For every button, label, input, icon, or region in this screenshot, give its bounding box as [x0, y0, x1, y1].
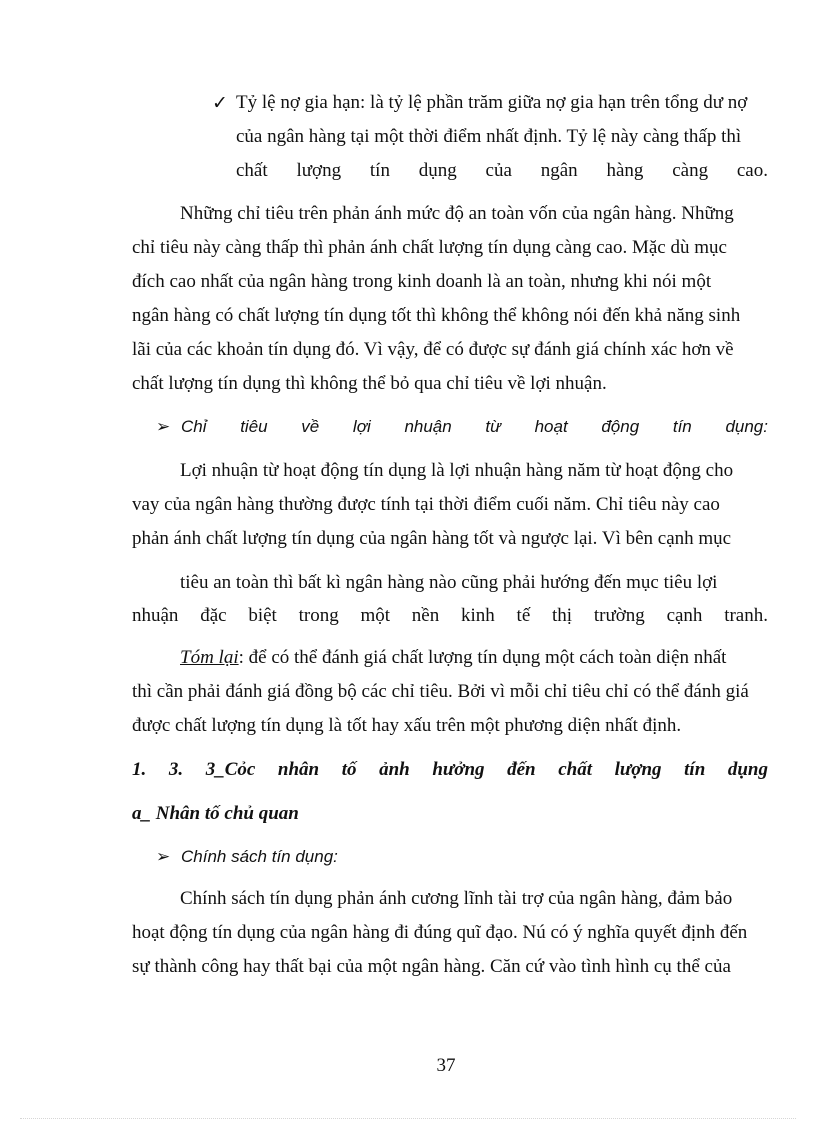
section-heading: 1. 3. 3_Cỏc nhân tố ảnh hưởng đến chất lượng tín dụng	[132, 759, 768, 780]
subsection-heading: a_ Nhân tố chủ quan	[132, 803, 299, 824]
para1-line4: ngân hàng có chất lượng tín dụng tốt thì không thể không nói đến khả năng sinh	[132, 305, 741, 326]
check-mark-icon: ✓	[212, 92, 228, 114]
para2-line2: vay của ngân hàng thường được tính tại thời điểm cuối năm. Chỉ tiêu này cao	[132, 494, 720, 515]
arrow-bullet-icon: ➢	[156, 847, 171, 867]
bullet1-line2: của ngân hàng tại một thời điểm nhất định. Tỷ lệ này càng thấp thì	[236, 126, 742, 147]
page-bottom-border	[20, 1118, 796, 1119]
para4-line1: Chính sách tín dụng phản ánh cương lĩnh tài trợ của ngân hàng, đảm bảo	[180, 888, 733, 909]
para1-line6: chất lượng tín dụng thì không thể bỏ qua chỉ tiêu về lợi nhuận.	[132, 373, 607, 394]
para4-line2: hoạt động tín dụng của ngân hàng đi đúng quĩ đạo. Nú có ý nghĩa quyết định đến	[132, 922, 748, 943]
para1-line3: đích cao nhất của ngân hàng trong kinh doanh là an toàn, nhưng khi nói một	[132, 271, 712, 292]
para4-line3: sự thành công hay thất bại của một ngân hàng. Căn cứ vào tình hình cụ thể của	[132, 956, 731, 977]
para3-line2: thì cần phải đánh giá đồng bộ các chỉ tiêu. Bởi vì mỗi chỉ tiêu chỉ có thể đánh giá	[132, 681, 749, 702]
para1-line2: chỉ tiêu này càng thấp thì phản ánh chất lượng tín dụng càng cao. Mặc dù mục	[132, 237, 727, 258]
para3-line1-rest: : để có thể đánh giá chất lượng tín dụng một cách toàn diện nhất	[238, 647, 727, 668]
sub-heading-credit-policy: Chính sách tín dụng:	[181, 847, 338, 866]
arrow-bullet-icon: ➢	[156, 417, 171, 437]
para2-line1: Lợi nhuận từ hoạt động tín dụng là lợi nhuận hàng năm từ hoạt động cho	[180, 460, 734, 481]
para1-line5: lãi của các khoản tín dụng đó. Vì vậy, để có được sự đánh giá chính xác hơn về	[132, 339, 734, 360]
para2-line3: phản ánh chất lượng tín dụng của ngân hàng tốt và ngược lại. Vì bên cạnh mục	[132, 528, 732, 549]
para3-line1	[180, 645, 768, 671]
sub-heading-profit: Chỉ tiêu về lợi nhuận từ hoạt động tín dụng:	[181, 417, 768, 436]
para3-line3: được chất lượng tín dụng là tốt hay xấu trên một phương diện nhất định.	[132, 715, 682, 736]
para2-line4: tiêu an toàn thì bất kì ngân hàng nào cũng phải hướng đến mục tiêu lợi	[180, 572, 718, 593]
para2-line5: nhuận đặc biệt trong một nền kinh tế thị trường cạnh tranh.	[132, 605, 768, 626]
bullet1-line1: Tỷ lệ nợ gia hạn: là tỷ lệ phần trăm giữa nợ gia hạn trên tổng dư nợ	[236, 92, 748, 113]
page-number: 37	[436, 1055, 456, 1076]
para1-line1: Những chỉ tiêu trên phản ánh mức độ an toàn vốn của ngân hàng. Những	[180, 203, 734, 224]
bullet1-line3: chất lượng tín dụng của ngân hàng càng cao.	[236, 160, 768, 181]
summary-label: Tóm lại	[180, 647, 239, 668]
